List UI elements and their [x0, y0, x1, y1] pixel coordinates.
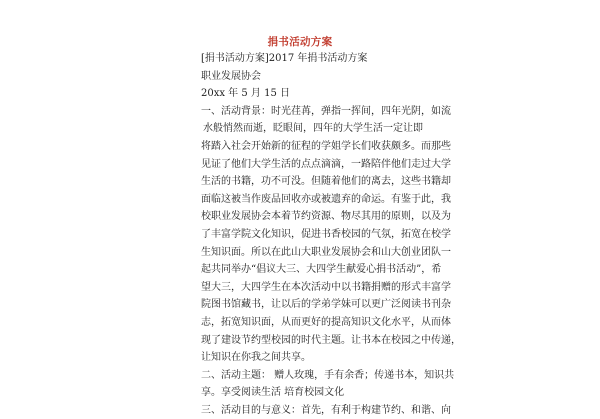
- theme-line: 二、活动主题： 赠人玫瑰，手有余香；传递书本，知识共: [201, 369, 455, 381]
- paragraph-line: 让知识在你我之间共享。: [201, 352, 311, 364]
- paragraph-line: 生活的书籍，功不可没。但随着他们的离去，这些书籍却: [201, 176, 451, 188]
- paragraph-line: 望大三，大四学生在本次活动中以书籍捐赠的形式丰富学: [201, 281, 451, 293]
- paragraph-line: 志，拓宽知识面，从而更好的提高知识文化水平，从而体: [201, 316, 451, 328]
- purpose-line: 三、活动目的与意义：首先，有利于构建节约、和谐、向: [201, 404, 451, 416]
- document-body: [201, 50, 461, 419]
- paragraph-line: 水般悄然而逝，眨眼间，四年的大学生活一定让即: [203, 123, 423, 135]
- paragraph-line: 见证了他们大学生活的点点滴滴，一路陪伴他们走过大学: [201, 158, 451, 170]
- paragraph-line: 校职业发展协会本着节约资源、物尽其用的原则，以及为: [201, 211, 451, 223]
- subtitle-line: [捐书活动方案]2017 年捐书活动方案: [201, 53, 368, 64]
- paragraph-line: 一、活动背景：时光荏苒，弹指一挥间，四年光阴，如流: [201, 105, 451, 117]
- paragraph-line: 将踏入社会开始新的征程的学姐学长们收获颇多。而那些: [201, 140, 451, 152]
- paragraph-line: 现了建设节约型校园的时代主题。让书本在校园之中传递，: [201, 334, 461, 346]
- date-line: 20xx 年 5 月 15 日: [201, 88, 290, 100]
- paragraph-line: 了丰富学院文化知识，促进书香校园的气氛，拓宽在校学: [201, 228, 451, 240]
- theme-line: 享。享受阅读生活 培育校园文化: [201, 387, 345, 399]
- document-title: 捐书活动方案: [267, 36, 333, 48]
- paragraph-line: 面临这被当作废品回收亦或被遗弃的命运。有鉴于此，我: [201, 193, 451, 205]
- paragraph-line: 起共同举办“倡议大三、大四学生献爱心捐书活动”，希: [201, 264, 442, 276]
- organizer-line: 职业发展协会: [201, 70, 261, 82]
- paragraph-line: 生知识面。所以在此山大职业发展协会和山大创业团队一: [201, 246, 451, 258]
- paragraph-line: 院图书馆藏书，让以后的学弟学妹可以更广泛阅读书刊杂: [201, 299, 451, 311]
